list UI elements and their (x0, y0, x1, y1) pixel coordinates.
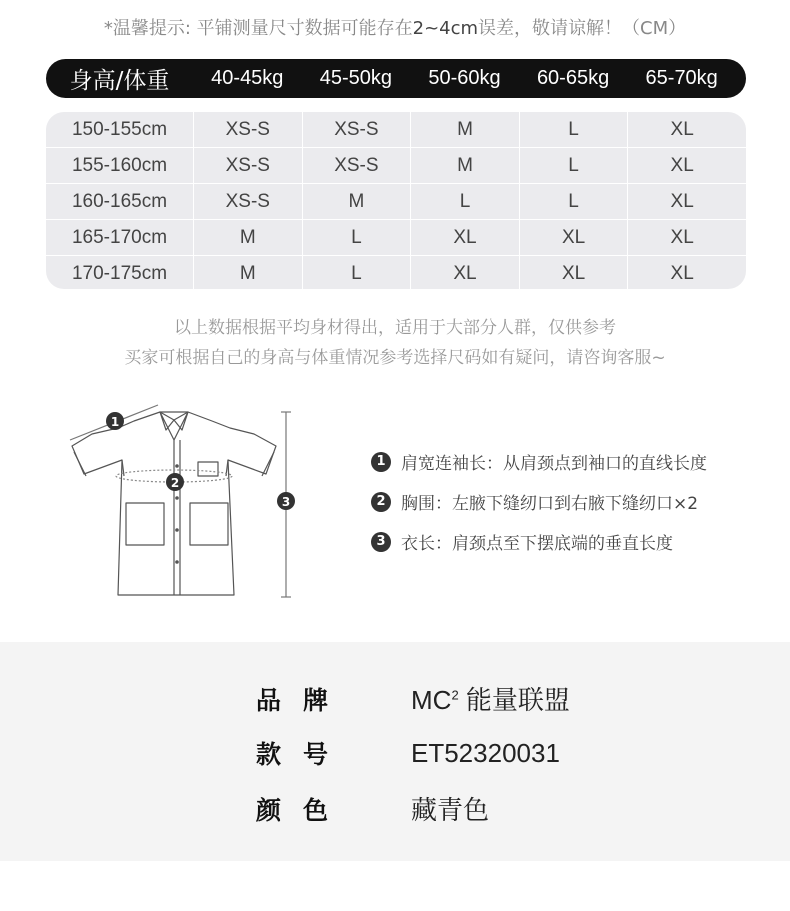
legend-item: 1 肩宽连袖长：从肩颈点到袖口的直线长度 (371, 449, 707, 474)
height-cell: 150-155cm (71, 118, 168, 140)
size-cell: XL (627, 148, 736, 183)
size-cell: XS-S (302, 112, 411, 147)
model-label: 款号 (256, 740, 351, 769)
brand-label: 品牌 (256, 685, 351, 715)
legend-item: 3 衣长：肩颈点至下摆底端的垂直长度 (371, 529, 673, 554)
size-cell: M (193, 256, 302, 289)
size-cell: L (302, 256, 411, 289)
fit-note: 买家可根据自己的身高与体重情况参考选择尺码如有疑问，请咨询客服~ (124, 348, 666, 368)
marker-2 (166, 473, 184, 491)
color-value: 藏青色 (411, 795, 490, 825)
fit-note: 以上数据根据平均身材得出，适用于大部分人群，仅供参考 (174, 318, 616, 338)
height-cell: 160-165cm (71, 190, 168, 212)
measurement-notice: *温馨提示: 平铺测量尺寸数据可能存在2~4cm误差，敬请谅解！（CM） (103, 18, 687, 39)
svg-text:1: 1 (110, 415, 120, 429)
size-cell: L (302, 220, 411, 255)
size-cell: M (193, 220, 302, 255)
height-cell: 165-170cm (71, 226, 168, 248)
size-cell: XL (519, 220, 628, 255)
size-cell: XS-S (193, 112, 302, 147)
coat-collar-icon (160, 412, 188, 440)
brand-row (256, 680, 570, 717)
table-row (46, 112, 746, 147)
size-cell: XS-S (302, 148, 411, 183)
size-cell: XL (627, 112, 736, 147)
height-cell: 170-175cm (71, 262, 168, 284)
size-cell: XL (627, 184, 736, 219)
marker-3 (277, 492, 295, 510)
brand-value: $MC^2$ 能量联盟 (411, 685, 570, 715)
size-cell: L (410, 184, 519, 219)
model-row (256, 735, 560, 771)
left-pocket (126, 503, 164, 545)
table-row (46, 255, 746, 289)
size-table-header (46, 59, 746, 98)
table-row (46, 147, 746, 183)
right-pocket (190, 503, 228, 545)
coat-diagram (60, 400, 310, 605)
table-row (46, 183, 746, 219)
size-cell: XL (627, 256, 736, 289)
weight-column-header: 60-65kg (536, 67, 610, 89)
svg-text:3: 3 (281, 495, 291, 509)
weight-column-header: 40-45kg (211, 67, 284, 89)
color-label: 颜色 (256, 795, 351, 825)
legend-item: 2 胸围：左腋下缝纫口到右腋下缝纫口×2 (371, 489, 698, 514)
size-cell: M (410, 112, 519, 147)
height-cell: 155-160cm (71, 154, 168, 176)
size-cell: M (410, 148, 519, 183)
size-cell: L (519, 184, 628, 219)
color-row (256, 790, 489, 827)
weight-column-header: 65-70kg (645, 67, 718, 89)
size-cell: L (519, 148, 628, 183)
svg-text:2: 2 (170, 476, 180, 490)
size-cell: XS-S (193, 148, 302, 183)
marker-1 (106, 412, 124, 430)
size-table (46, 112, 746, 289)
marker-1-icon: 1 (371, 452, 391, 472)
size-cell: XL (410, 220, 519, 255)
marker-3-icon: 3 (371, 532, 391, 552)
height-weight-label: 身高/体重 (69, 68, 170, 94)
weight-column-header: 45-50kg (319, 67, 393, 89)
size-cell: XS-S (193, 184, 302, 219)
size-cell: L (519, 112, 628, 147)
size-cell: M (302, 184, 411, 219)
size-cell: XL (519, 256, 628, 289)
table-row (46, 219, 746, 255)
product-info-panel (0, 642, 790, 861)
size-cell: XL (627, 220, 736, 255)
size-cell: XL (410, 256, 519, 289)
chest-pocket (198, 462, 218, 476)
model-value: ET52320031 (411, 737, 560, 768)
marker-2-icon: 2 (371, 492, 391, 512)
weight-column-header: 50-60kg (428, 67, 501, 89)
